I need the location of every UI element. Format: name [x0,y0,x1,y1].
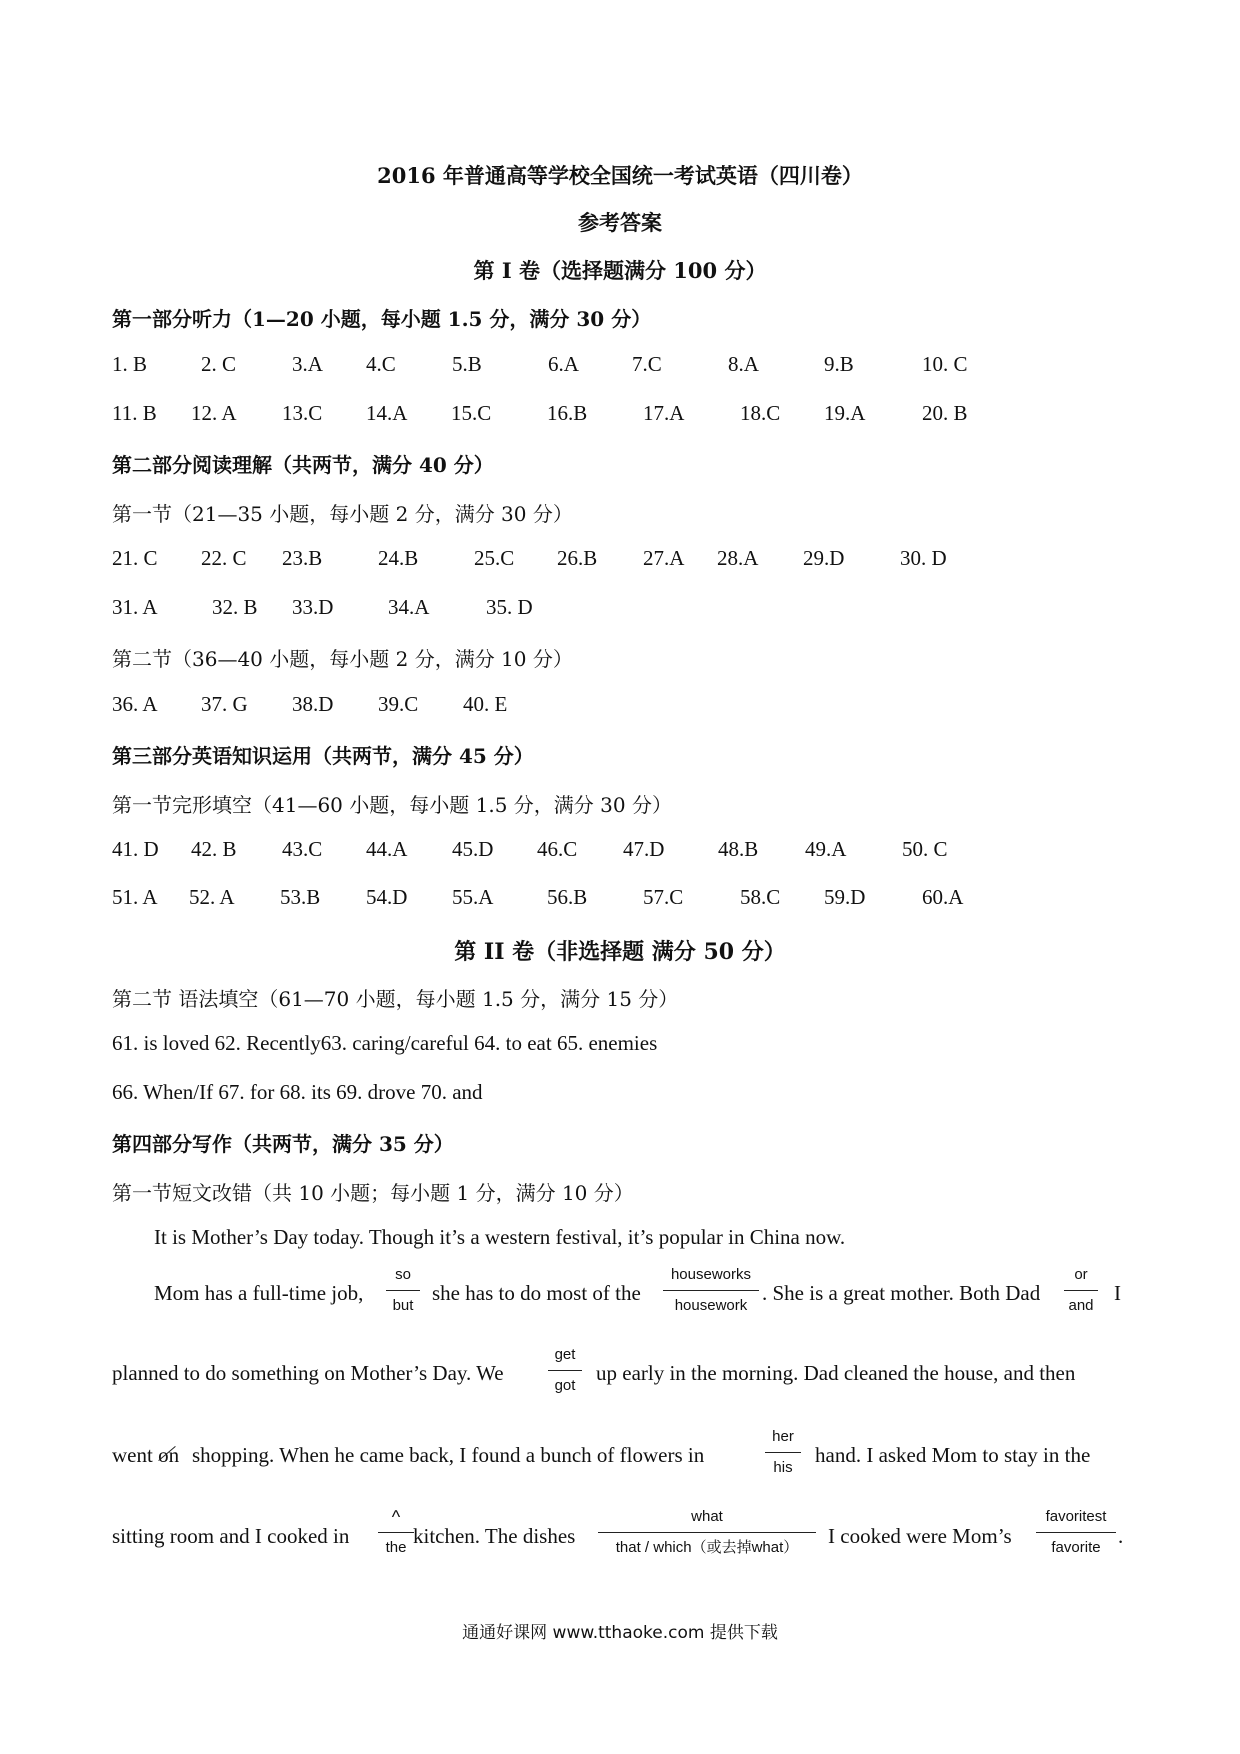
passage-text: Mom has a full-time job, [154,1281,364,1305]
answer-item: 21. C [112,546,158,570]
answer-item: 16.B [547,401,588,425]
answer-item: 32. B [212,595,258,619]
fraction-bar [765,1452,801,1453]
answer-item: 25.C [474,546,515,570]
passage-text: up early in the morning. Dad cleaned the house, and then [596,1361,1076,1385]
answer-item: 8.A [728,352,759,376]
passage-word: went [112,1443,153,1467]
answer-item: 11. B [112,401,157,425]
part4-heading: 第四部分写作（共两节，满分 35 分） [112,1132,454,1156]
answer-item: 51. A [112,885,158,909]
answer-item: 38.D [292,692,334,716]
correction-original: housework [674,1297,748,1314]
answer-item: 18.C [740,401,781,425]
fraction-bar [548,1370,582,1371]
correction-inserted: the [385,1539,407,1556]
fraction-bar [378,1532,414,1533]
part2-heading: 第二部分阅读理解（共两节，满分 40 分） [112,453,494,477]
correction-original: and [1068,1297,1094,1314]
fraction-bar [1064,1290,1098,1291]
answer-item: 60.A [922,885,964,909]
part3-section1-heading: 第一节完形填空（41—60 小题，每小题 1.5 分，满分 30 分） [112,793,672,817]
correction-new: what [691,1508,723,1525]
answer-item: 28.A [717,546,759,570]
answer-item: 31. A [112,595,158,619]
answer-item: 43.C [282,837,323,861]
answer-item: 55.A [452,885,494,909]
volume-1-heading: 第 I 卷（选择题满分 100 分） [473,258,767,283]
correction-original: his [773,1459,793,1476]
answer-item: 53.B [280,885,321,909]
answer-item: 12. A [191,401,237,425]
part3-heading: 第三部分英语知识运用（共两节，满分 45 分） [112,744,534,768]
answer-item: 10. C [922,352,968,376]
fraction-bar [386,1290,420,1291]
answer-item: 6.A [548,352,579,376]
answer-item: 40. E [463,692,508,716]
answer-item: 41. D [112,837,159,861]
answer-item: 49.A [805,837,847,861]
answer-item: 45.D [452,837,494,861]
volume-2-heading: 第 II 卷（非选择题 满分 50 分） [454,939,786,965]
answer-item: 30. D [900,546,947,570]
passage-text: planned to do something on Mother’s Day. We [112,1361,504,1385]
grammar-answers-line-2: 66. When/If 67. for 68. its 69. drove 70. and [112,1080,483,1104]
insertion-caret-icon: ^ [391,1507,401,1527]
answer-item: 26.B [557,546,598,570]
part1-answers-row-2 [0,401,1240,431]
passage-text: I cooked were Mom’s [828,1524,1012,1548]
correction-new: get [554,1346,576,1363]
answer-item: 24.B [378,546,419,570]
answer-item: 3.A [292,352,323,376]
part1-heading: 第一部分听力（1—20 小题，每小题 1.5 分，满分 30 分） [112,307,652,331]
answer-item: 29.D [803,546,845,570]
answer-item: 14.A [366,401,408,425]
answer-item: 20. B [922,401,968,425]
fraction-bar [1036,1532,1116,1533]
correction-original: favorite [1051,1539,1101,1556]
correction-mark [765,1428,801,1477]
passage-line-1: It is Mother’s Day today. Though it’s a western festival, it’s popular in China now. [154,1225,846,1249]
part2-section2-heading: 第二节（36—40 小题，每小题 2 分，满分 10 分） [112,647,573,671]
passage-text: she has to do most of the [432,1281,641,1305]
page-footer: 通通好课网 www.tthaoke.com 提供下载 [462,1623,778,1643]
part1-answers-row-1 [0,352,1240,382]
correction-mark [386,1266,420,1315]
answer-item: 47.D [623,837,665,861]
correction-new: favoritest [1045,1508,1107,1525]
passage-text: I [1114,1281,1121,1305]
answer-item: 27.A [643,546,685,570]
answer-item: 19.A [824,401,866,425]
passage-text: sitting room and I cooked in [112,1524,350,1548]
correction-mark [1064,1266,1098,1315]
grammar-heading: 第二节 语法填空（61—70 小题，每小题 1.5 分，满分 15 分） [112,987,679,1011]
answer-item: 15.C [451,401,492,425]
answer-item: 57.C [643,885,684,909]
deleted-word: on [158,1443,180,1467]
correction-mark [548,1346,582,1395]
correction-mark [663,1266,759,1315]
answer-item: 48.B [718,837,759,861]
answer-item: 13.C [282,401,323,425]
answer-item: 50. C [902,837,948,861]
answer-item: 37. G [201,692,248,716]
passage-text: hand. I asked Mom to stay in the [815,1443,1091,1467]
correction-original: but [392,1297,414,1314]
answer-item: 39.C [378,692,419,716]
correction-new: so [395,1266,411,1283]
correction-original: got [554,1377,576,1394]
part2-answers-row-3 [0,692,1240,722]
answer-item: 59.D [824,885,866,909]
passage-text: shopping. When he came back, I found a bunch of flowers in [192,1443,705,1467]
answer-item: 44.A [366,837,408,861]
part4-section1-heading: 第一节短文改错（共 10 小题；每小题 1 分，满分 10 分） [112,1181,634,1205]
correction-mark [598,1508,816,1557]
correction-new: or [1074,1266,1088,1283]
fraction-bar [663,1290,759,1291]
answer-item: 58.C [740,885,781,909]
answer-item: 36. A [112,692,158,716]
passage-text: . [1118,1524,1124,1548]
answer-item: 35. D [486,595,533,619]
part2-section1-heading: 第一节（21—35 小题，每小题 2 分，满分 30 分） [112,502,573,526]
fraction-bar [598,1532,816,1533]
answer-item: 4.C [366,352,396,376]
answer-item: 54.D [366,885,408,909]
answer-item: 56.B [547,885,588,909]
correction-mark [378,1508,414,1557]
passage-text: kitchen. The dishes [413,1524,576,1548]
answer-item: 9.B [824,352,854,376]
answer-item: 1. B [112,352,148,376]
passage-text [112,1443,179,1468]
correction-original: that / which（或去掉what） [615,1539,799,1556]
part3-answers-row-1 [0,837,1240,867]
correction-new: houseworks [670,1266,752,1283]
answer-item: 17.A [643,401,685,425]
answer-item: 22. C [201,546,247,570]
answer-item: 33.D [292,595,334,619]
correction-mark [1036,1508,1116,1557]
correction-new: her [772,1428,794,1445]
answer-item: 52. A [189,885,235,909]
document-title: 2016 年普通高等学校全国统一考试英语（四川卷） [377,163,863,188]
part3-answers-row-2 [0,885,1240,915]
answer-item: 7.C [632,352,662,376]
answer-item: 34.A [388,595,430,619]
answer-item: 46.C [537,837,578,861]
document-subtitle: 参考答案 [578,210,662,235]
passage-text: . She is a great mother. Both Dad [762,1281,1041,1305]
answer-item: 5.B [452,352,482,376]
answer-item: 2. C [201,352,237,376]
part2-answers-row-1 [0,546,1240,576]
part2-answers-row-2 [0,595,1240,625]
grammar-answers-line-1: 61. is loved 62. Recently63. caring/careful 64. to eat 65. enemies [112,1031,658,1055]
answer-item: 42. B [191,837,237,861]
answer-item: 23.B [282,546,323,570]
